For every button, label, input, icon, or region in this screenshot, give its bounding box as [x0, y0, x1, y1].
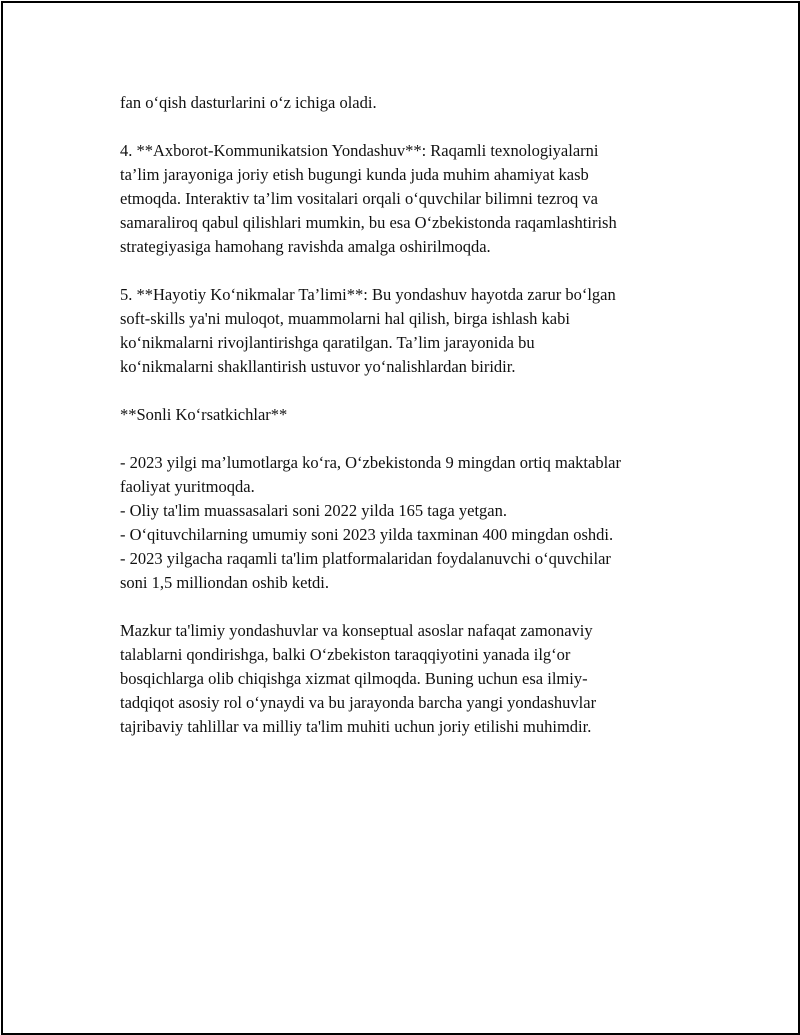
text-line: 4. **Axborot-Kommunikatsion Yondashuv**: Raqamli texnologiyalarni [120, 141, 599, 160]
text-line: talablarni qondirishga, balki O‘zbekiston taraqqiyotini yanada ilg‘or [120, 645, 571, 664]
text-line: tajribaviy tahlillar va milliy ta'lim muhiti uchun joriy etilishi muhimdir. [120, 717, 592, 736]
text-line: ko‘nikmalarni shakllantirish ustuvor yo‘nalishlardan biridir. [120, 357, 516, 376]
page-frame [1, 1, 800, 1035]
text-line: ta’lim jarayoniga joriy etish bugungi kunda juda muhim ahamiyat kasb [120, 165, 589, 184]
document-body [120, 91, 695, 763]
stats-list [120, 451, 695, 595]
text-line: fan o‘qish dasturlarini o‘z ichiga oladi. [120, 93, 377, 112]
list-item: - O‘qituvchilarning umumiy soni 2023 yilda taxminan 400 mingdan oshdi. [120, 525, 614, 544]
stats-heading [120, 403, 695, 427]
text-line: tadqiqot asosiy rol o‘ynaydi va bu jarayonda barcha yangi yondashuvlar [120, 693, 597, 712]
text-line: 5. **Hayotiy Ko‘nikmalar Ta’limi**: Bu yondashuv hayotda zarur bo‘lgan [120, 285, 616, 304]
list-item: soni 1,5 milliondan oshib ketdi. [120, 573, 329, 592]
list-item: - 2023 yilgi ma’lumotlarga ko‘ra, O‘zbekistonda 9 mingdan ortiq maktablar [120, 453, 621, 472]
heading-text: **Sonli Ko‘rsatkichlar** [120, 405, 288, 424]
item-4-paragraph [120, 139, 695, 259]
text-line: Mazkur ta'limiy yondashuvlar va konseptual asoslar nafaqat zamonaviy [120, 621, 593, 640]
list-item: faoliyat yuritmoqda. [120, 477, 255, 496]
continuation-paragraph [120, 91, 695, 115]
list-item: - Oliy ta'lim muassasalari soni 2022 yilda 165 taga yetgan. [120, 501, 507, 520]
text-line: etmoqda. Interaktiv ta’lim vositalari orqali o‘quvchilar bilimni tezroq va [120, 189, 598, 208]
text-line: samaraliroq qabul qilishlari mumkin, bu esa O‘zbekistonda raqamlashtirish [120, 213, 617, 232]
conclusion-paragraph [120, 619, 695, 739]
item-5-paragraph [120, 283, 695, 379]
text-line: strategiyasiga hamohang ravishda amalga oshirilmoqda. [120, 237, 491, 256]
text-line: soft-skills ya'ni muloqot, muammolarni hal qilish, birga ishlash kabi [120, 309, 570, 328]
list-item: - 2023 yilgacha raqamli ta'lim platformalaridan foydalanuvchi o‘quvchilar [120, 549, 611, 568]
text-line: ko‘nikmalarni rivojlantirishga qaratilgan. Ta’lim jarayonida bu [120, 333, 535, 352]
text-line: bosqichlarga olib chiqishga xizmat qilmoqda. Buning uchun esa ilmiy- [120, 669, 588, 688]
